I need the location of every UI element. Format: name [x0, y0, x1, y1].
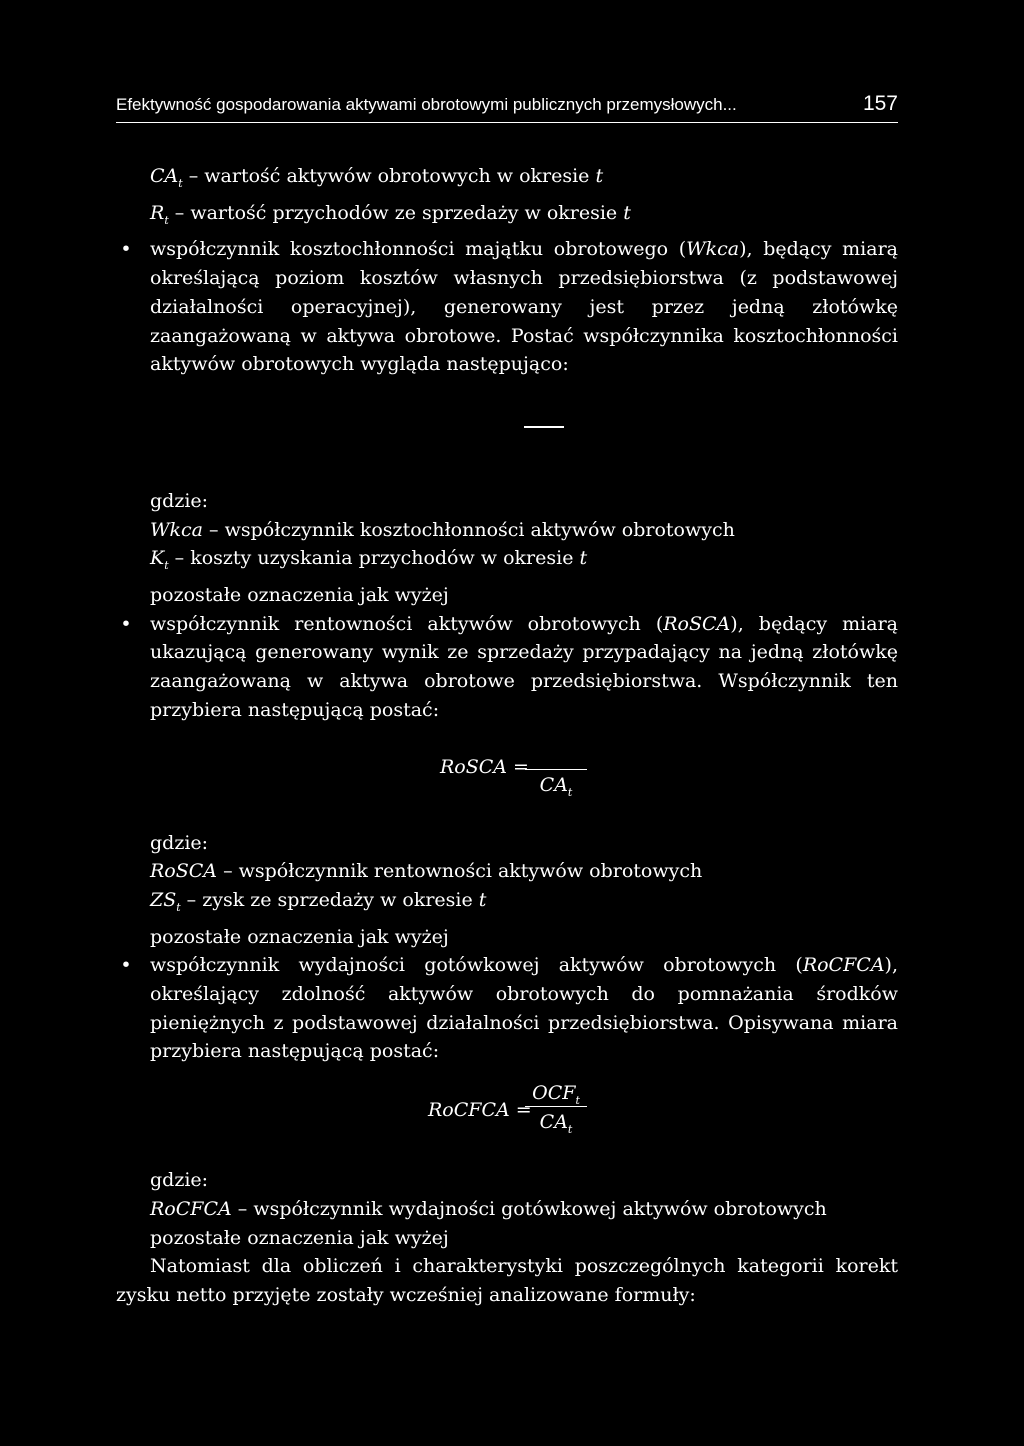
final-paragraph: Natomiast dla obliczeń i charakterystyki poszczególnych kategorii korekt zysku netto przyjęte zostały wcześniej analizowane formuły:	[116, 1255, 898, 1306]
bullet-wkca: • współczynnik kosztochłonności majątku obrotowego (Wkca), będący miarą określającą poziom kosztów własnych przedsiębiorstwa (z podstawowej działalności operacyjnej), generowany jest przez jedną złotówkę zaangażowaną w aktywa obrotowe. Postać współczynnika kosztochłonności aktywów obrotowych wygląda następująco:	[150, 235, 898, 379]
fraction-denominator: $CA_t$	[539, 1111, 573, 1137]
definition-rest: pozostałe oznaczenia jak wyżej	[150, 925, 449, 948]
gdzie-label: gdzie:	[150, 1169, 209, 1192]
definition-rosca: RoSCA – współczynnik rentowności aktywów obrotowych	[150, 860, 703, 883]
formula-rosca	[150, 743, 898, 829]
definition-rest: pozostałe oznaczenia jak wyżej	[150, 1226, 449, 1249]
definition-rt: $R_t$ – wartość przychodów ze sprzedaży w okresie t	[150, 201, 631, 227]
fraction-numerator: $OCF_t$	[532, 1082, 580, 1108]
formula-wkca	[116, 379, 898, 487]
bullet-icon: •	[120, 612, 132, 635]
page-number: 157	[862, 92, 898, 115]
formula-lhs: RoCFCA =	[428, 1099, 532, 1122]
bullet-rocfca: • współczynnik wydajności gotówkowej aktywów obrotowych (RoCFCA), określający zdolność aktywów obrotowych do pomnażania środków pieniężnych z podstawowej działalności przedsiębiorstwa. Opisywana miara przybiera następującą postać:	[150, 951, 898, 1066]
fraction-denominator: $CA_t$	[539, 773, 573, 799]
fraction	[525, 743, 587, 798]
definition-cat: $CA_t$ – wartość aktywów obrotowych w okresie t	[150, 165, 604, 190]
definition-zst: $ZS_t$ – zysk ze sprzedaży w okresie t	[150, 888, 487, 914]
bullet-rosca: • współczynnik rentowności aktywów obrotowych (RoSCA), będący miarą ukazującą generowany wynik ze sprzedaży przypadający na jedną złotówkę zaangażowaną w aktywa obrotowe przedsiębiorstwa. Współczynnik ten przybiera następującą postać:	[150, 610, 898, 725]
formula-rocfca	[150, 1074, 898, 1166]
definition-wkca: Wkca – współczynnik kosztochłonności aktywów obrotowych	[150, 518, 735, 541]
fraction-numerator	[525, 743, 587, 769]
bullet-icon: •	[120, 238, 132, 261]
gdzie-label: gdzie:	[150, 831, 209, 854]
running-header	[116, 94, 898, 123]
gdzie-label: gdzie:	[150, 489, 209, 512]
fraction-bar	[524, 426, 564, 428]
definition-kt: $K_t$ – koszty uzyskania przychodów w okresie t	[150, 547, 588, 573]
definition-rest: pozostałe oznaczenia jak wyżej	[150, 584, 449, 607]
fraction-bar	[525, 769, 587, 770]
definition-rocfca: RoCFCA – współczynnik wydajności gotówkowej aktywów obrotowych	[150, 1197, 827, 1220]
page-body	[116, 162, 898, 1310]
fraction	[525, 1080, 587, 1135]
bullet-icon: •	[120, 954, 132, 977]
formula-lhs: RoSCA =	[440, 755, 529, 778]
running-title: Efektywność gospodarowania aktywami obrotowymi publicznych przemysłowych...	[116, 95, 737, 114]
